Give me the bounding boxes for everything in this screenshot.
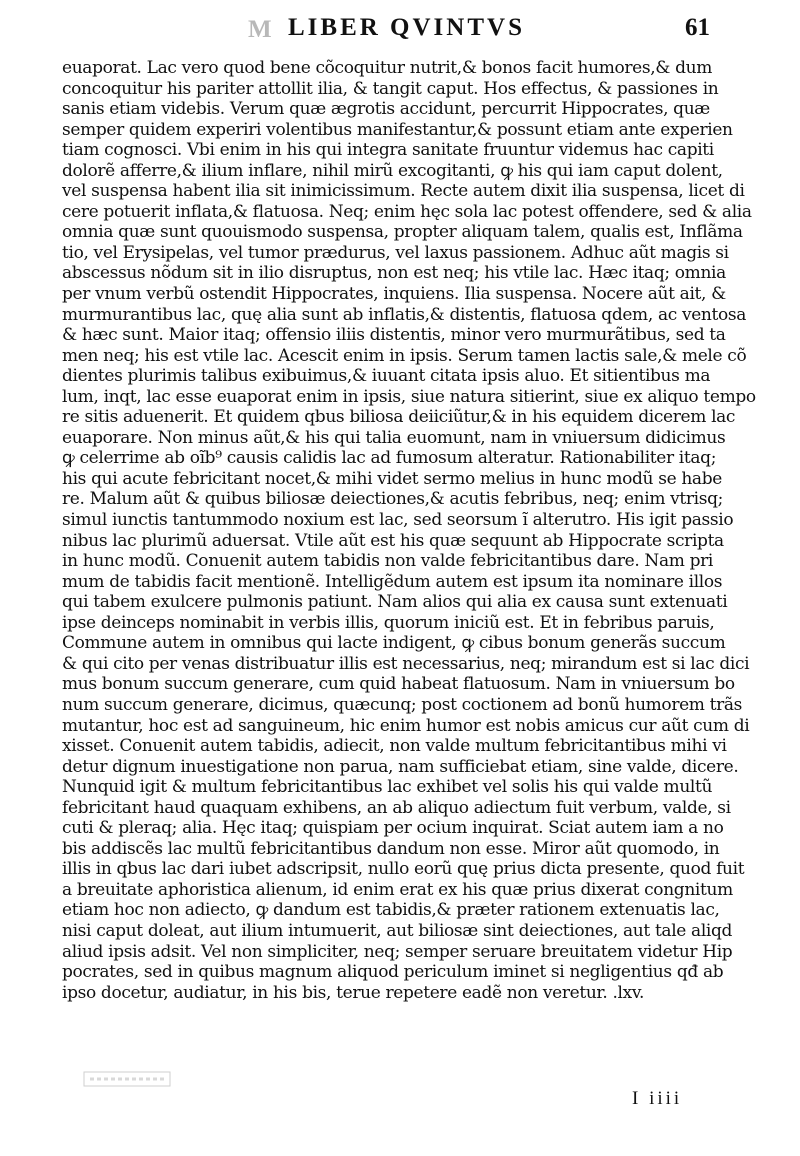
- text-line: illis in qbus lac dari iubet adscripsit, nullo eorũ quę prius dicta presente, quod fuit: [62, 859, 745, 880]
- text-line: nibus lac plurimũ aduersat. Vtile aũt est his quæ sequunt ab Hippocrate scripta: [62, 530, 724, 551]
- text-line: semper quidem experiri volentibus manifestantur,& possunt etiam ante experien: [62, 119, 733, 140]
- text-line: abscessus nõdum sit in ilio disruptus, non est neq; his vtile lac. Hæc itaq; omnia: [62, 263, 726, 284]
- text-line: pocrates, sed in quibus magnum aliquod periculum iminet si negligentius qđ ab: [62, 962, 724, 983]
- text-line: simul iunctis tantummodo noxium est lac, sed seorsum ĩ alterutro. His igit passio: [62, 510, 734, 531]
- text-line: in hunc modũ. Conuenit autem tabidis non valde febricitantibus dare. Nam pri: [62, 551, 713, 572]
- text-line: mum de tabidis facit mentionẽ. Intelligẽdum autem est ipsum ita nominare illos: [62, 571, 723, 592]
- text-line: his qui acute febricitant nocet,& mihi videt sermo melius in hunc modũ se habe: [62, 468, 722, 489]
- text-line: lum, inqt, lac esse euaporat enim in ipsis, siue natura sitierint, siue ex aliquo tempo: [62, 386, 756, 407]
- text-line: concoquitur his pariter attollit ilia, & tangit caput. Hos effectus, & passiones in: [62, 78, 719, 99]
- text-line: a breuitate aphoristica alienum, id enim erat ex his quæ prius dixerat congnitum: [62, 879, 733, 900]
- text-line: & hæc sunt. Maior itaq; offensio iliis distentis, minor vero murmurãtibus, sed ta: [62, 325, 726, 346]
- text-line: dolorẽ afferre,& ilium inflare, nihil mirũ excogitanti, ꝙ his qui iam caput dolent,: [62, 160, 723, 181]
- text-line: mus bonum succum generare, cum quid habeat flatuosum. Nam in vniuersum bo: [62, 674, 735, 695]
- text-line: ꝙ celerrime ab oĩb⁹ causis calidis lac ad fumosum alteratur. Rationabiliter itaq;: [62, 448, 717, 469]
- text-line: mutantur, hoc est ad sanguineum, hic enim humor est nobis amicus cur aũt cum di: [62, 715, 750, 736]
- text-line: cere potuerit inflata,& flatuosa. Neq; enim hęc sola lac potest offendere, sed & alia: [62, 201, 752, 222]
- text-line: febricitant haud quaquam exhibens, an ab aliquo adiectum fuit verbum, valde, si: [62, 797, 731, 818]
- text-line: tio, vel Erysipelas, vel tumor prædurus, vel laxus passionem. Adhuc aũt magis si: [62, 242, 729, 263]
- text-line: ipse deinceps nominabit in verbis illis, quorum iniciũ est. Et in febribus paruis,: [62, 612, 715, 633]
- text-line: num succum generare, dicimus, quæcunq; post coctionem ad bonũ humorem trãs: [62, 694, 743, 715]
- text-line: etiam hoc non adiecto, ꝙ dandum est tabidis,& præter rationem extenuatis lac,: [62, 900, 720, 921]
- text-line: per vnum verbũ ostendit Hippocrates, inquiens. Ilia suspensa. Nocere aũt ait, &: [62, 284, 726, 305]
- text-line: & qui cito per venas distribuatur illis est necessarius, neq; mirandum est si lac dici: [62, 653, 750, 674]
- page-footer: [62, 1068, 774, 1118]
- text-line: Commune autem in omnibus qui lacte indigent, ꝙ cibus bonum generãs succum: [62, 633, 726, 654]
- text-line: re. Malum aũt & quibus biliosæ deiectiones,& acutis febribus, neq; enim vtrisq;: [62, 489, 724, 510]
- text-line: bis addiscẽs lac multũ febricitantibus dandum non esse. Miror aũt quomodo, in: [62, 838, 720, 859]
- text-line: euaporare. Non minus aũt,& his qui talia euomunt, nam in vniuersum didicimus: [62, 427, 726, 448]
- folio-number: 61: [685, 14, 710, 41]
- text-line: men neq; his est vtile lac. Acescit enim in ipsis. Serum tamen lactis sale,& mele cõ: [62, 345, 747, 366]
- page-header: [250, 14, 710, 44]
- body-text: [62, 58, 774, 1003]
- text-line: tiam cognosci. Vbi enim in his qui integra sanitate fruuntur videmus hac capiti: [62, 140, 714, 161]
- text-line: aliud ipsis adsit. Vel non simpliciter, neq; semper seruare breuitatem videtur Hip: [62, 941, 733, 962]
- text-line: murmurantibus lac, quę alia sunt ab inflatis,& distentis, flatuosa qdem, ac ventosa: [62, 304, 747, 325]
- text-line: detur dignum inuestigatione non parua, nam sufficiebat etiam, sine valde, dicere.: [62, 756, 739, 777]
- text-line: re sitis aduenerit. Et quidem qbus biliosa deiiciũtur,& in his equidem dicerem lac: [62, 407, 736, 428]
- signature-mark: I iiii: [632, 1088, 683, 1109]
- running-head: LIBER QVINTVS: [288, 14, 525, 41]
- text-line: nisi caput doleat, aut ilium intumuerit, aut biliosæ sint deiectiones, aut tale aliqd: [62, 920, 733, 941]
- text-line: cuti & pleraq; alia. Hęc itaq; quispiam per ocium inquirat. Sciat autem iam a no: [62, 818, 724, 839]
- text-line: ipso docetur, audiatur, in his bis, terue repetere eadẽ non veretur. .lxv.: [62, 982, 645, 1003]
- text-line: euaporat. Lac vero quod bene cõcoquitur nutrit,& bonos facit humores,& dum: [62, 58, 713, 78]
- text-line: Nunquid igit & multum febricitantibus lac exhibet vel solis his qui valde multũ: [62, 777, 713, 798]
- text-line: sanis etiam videbis. Verum quæ ægrotis accidunt, percurrit Hippocrates, quæ: [62, 99, 710, 120]
- text-line: omnia quæ sunt quouismodo suspensa, propter aliquam talem, qualis est, Inflãma: [62, 222, 743, 243]
- library-stamp-mark: [82, 1068, 174, 1090]
- text-line: xisset. Conuenit autem tabidis, adiecit, non valde multum febricitantibus mihi vi: [62, 736, 727, 757]
- faded-prefix-letter: M: [248, 16, 272, 43]
- text-line: vel suspensa habent ilia sit inimicissimum. Recte autem dixit ilia suspensa, licet di: [62, 181, 745, 202]
- text-line: qui tabem exulcere pulmonis patiunt. Nam alios qui alia ex causa sunt extenuati: [62, 592, 728, 613]
- text-line: dientes plurimis talibus exibuimus,& iuuant citata ipsis aluo. Et sitientibus ma: [62, 366, 711, 387]
